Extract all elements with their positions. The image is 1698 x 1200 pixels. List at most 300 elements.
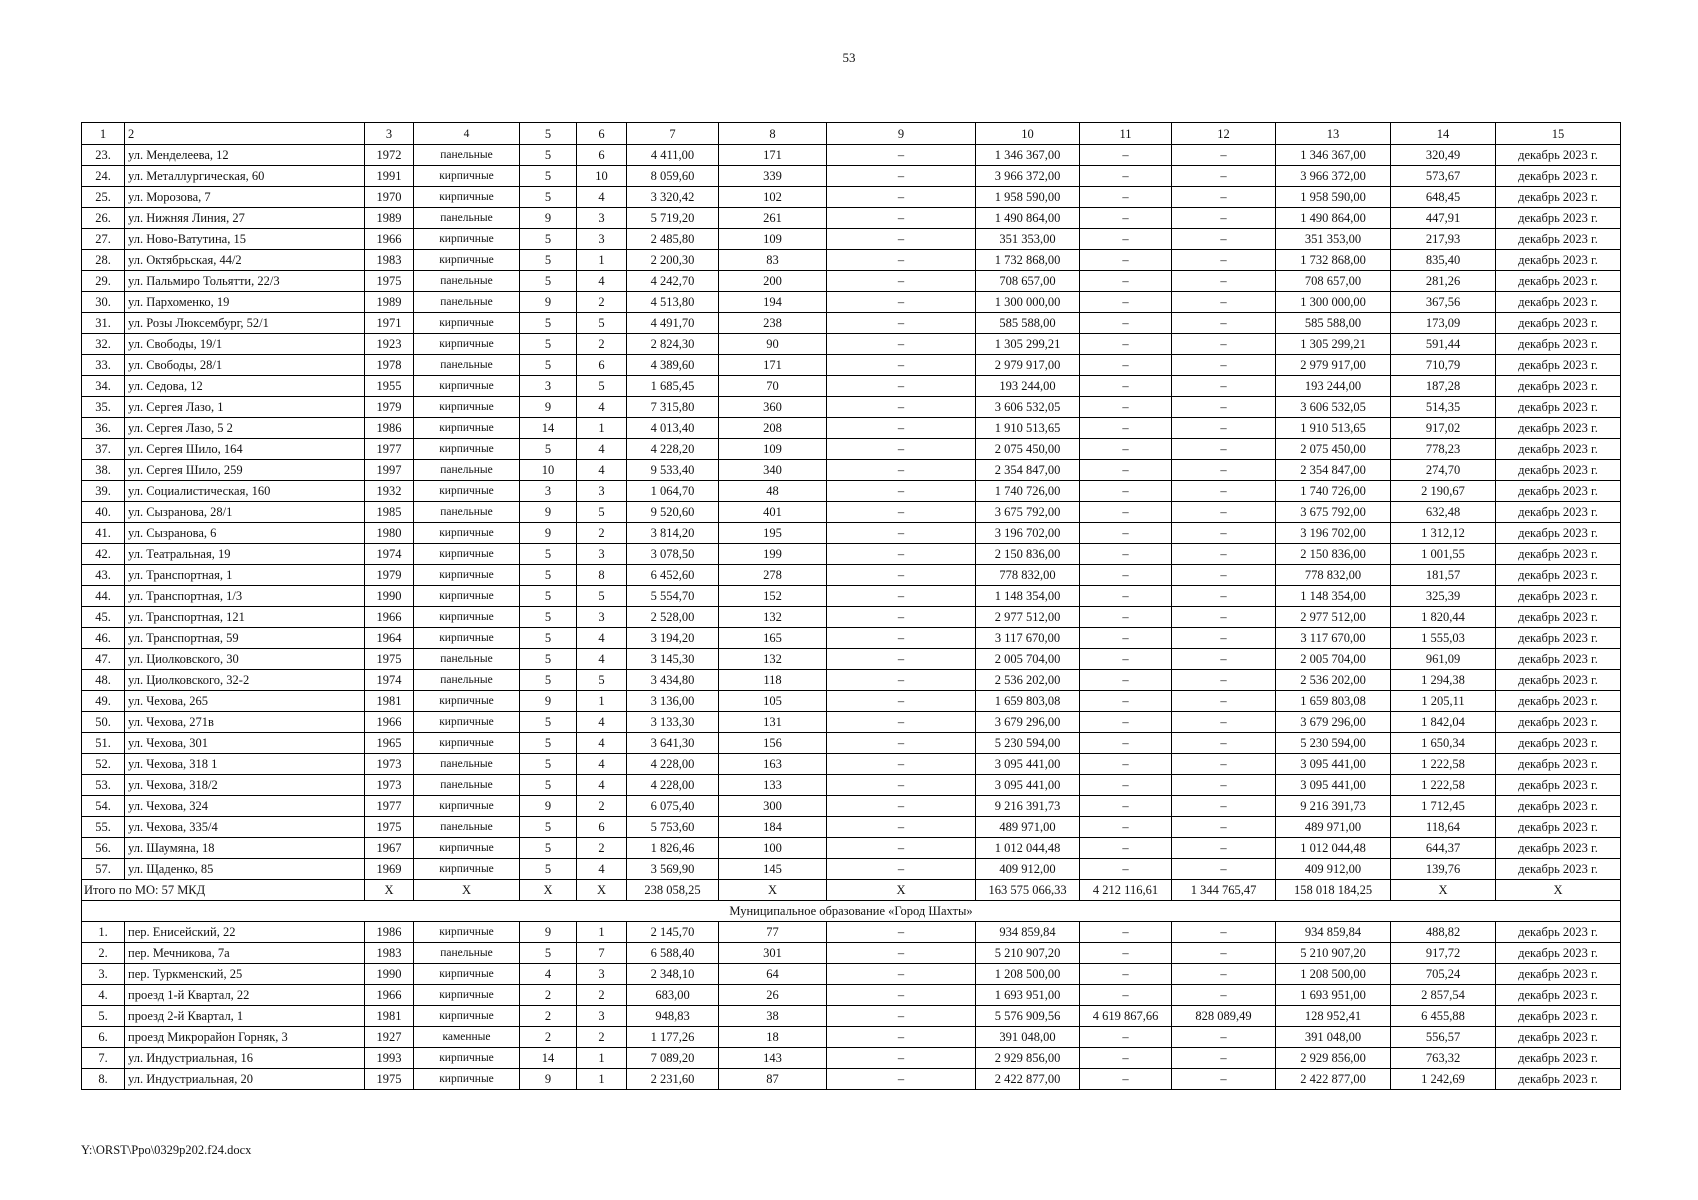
cell-residents: 102	[719, 187, 827, 208]
cell-year: 1977	[365, 439, 414, 460]
cell-wall-material: кирпичные	[414, 166, 520, 187]
cell-col-9: –	[827, 187, 976, 208]
cell-area: 7 315,80	[627, 397, 719, 418]
section-title: Муниципальное образование «Город Шахты»	[82, 901, 1621, 922]
cell-floors: 9	[520, 922, 577, 943]
cell-col-9: –	[827, 754, 976, 775]
cell-area: 6 452,60	[627, 565, 719, 586]
cell-cost-per-m2: 447,91	[1391, 208, 1496, 229]
cell-entrances: 1	[577, 1069, 627, 1090]
cell-residents: 165	[719, 628, 827, 649]
cell-wall-material: панельные	[414, 670, 520, 691]
cell-num: 48.	[82, 670, 125, 691]
cell-wall-material: кирпичные	[414, 439, 520, 460]
cell-cost-per-m2: 2 190,67	[1391, 481, 1496, 502]
table-row	[82, 649, 1621, 670]
cell-area: 4 513,80	[627, 292, 719, 313]
cell-residents: 339	[719, 166, 827, 187]
cell-cost-total: 3 117 670,00	[976, 628, 1080, 649]
cell-area: 4 013,40	[627, 418, 719, 439]
cell-num: 1	[82, 123, 125, 145]
cell-area: 4 389,60	[627, 355, 719, 376]
cell-address: ул. Свободы, 19/1	[125, 334, 365, 355]
cell-col-12: –	[1172, 250, 1276, 271]
cell-cost-owners: 3 606 532,05	[1276, 397, 1391, 418]
cell-area: 2 145,70	[627, 922, 719, 943]
cell-wall-material: кирпичные	[414, 544, 520, 565]
table-row	[82, 712, 1621, 733]
cell-cost-owners: 2 979 917,00	[1276, 355, 1391, 376]
cell-num: 54.	[82, 796, 125, 817]
cell-num: 29.	[82, 271, 125, 292]
cell-entrances: 3	[577, 544, 627, 565]
cell-floors: 5	[520, 670, 577, 691]
table-row	[82, 775, 1621, 796]
cell-address: ул. Сергея Шило, 164	[125, 439, 365, 460]
cell-col-11: 4 619 867,66	[1080, 1006, 1172, 1027]
cell-address: ул. Транспортная, 59	[125, 628, 365, 649]
cell-year: 1993	[365, 1048, 414, 1069]
table-row	[82, 691, 1621, 712]
cell-col-11: –	[1080, 796, 1172, 817]
cell-wall-material: кирпичные	[414, 229, 520, 250]
cell-wall-material: панельные	[414, 292, 520, 313]
cell-col-9: –	[827, 145, 976, 166]
cell-address: 2	[125, 123, 365, 145]
cell-num: 35.	[82, 397, 125, 418]
cell-cost-owners: 778 832,00	[1276, 565, 1391, 586]
cell-cost-total: 778 832,00	[976, 565, 1080, 586]
cell-col-9: –	[827, 733, 976, 754]
cell-floors: 5	[520, 565, 577, 586]
cell-cost-per-m2: 181,57	[1391, 565, 1496, 586]
cell-col-9: –	[827, 502, 976, 523]
cell-col-11: –	[1080, 859, 1172, 880]
cell-residents: 171	[719, 355, 827, 376]
cell-residents: 105	[719, 691, 827, 712]
cell-deadline: декабрь 2023 г.	[1496, 1006, 1621, 1027]
cell-area: 3 434,80	[627, 670, 719, 691]
cell-num: 8.	[82, 1069, 125, 1090]
cell-deadline: декабрь 2023 г.	[1496, 166, 1621, 187]
cell-area: 6 588,40	[627, 943, 719, 964]
cell-cost-total: 1 693 951,00	[976, 985, 1080, 1006]
cell-col-9: –	[827, 544, 976, 565]
table-row	[82, 481, 1621, 502]
cell-wall-material: кирпичные	[414, 607, 520, 628]
cell-address: ул. Шаумяна, 18	[125, 838, 365, 859]
cell-col-12: –	[1172, 985, 1276, 1006]
cell-cost-total: 10	[976, 123, 1080, 145]
cell-year: 1979	[365, 397, 414, 418]
table-row	[82, 460, 1621, 481]
cell-wall-material: кирпичные	[414, 334, 520, 355]
cell-cost-per-m2: 187,28	[1391, 376, 1496, 397]
cell-deadline: декабрь 2023 г.	[1496, 943, 1621, 964]
total-label: Итого по МО: 57 МКД	[82, 880, 365, 901]
cell-col-9: –	[827, 334, 976, 355]
table-row	[82, 796, 1621, 817]
cell-col-12: –	[1172, 229, 1276, 250]
total-cell-wall-material: X	[414, 880, 520, 901]
cell-cost-owners: 2 536 202,00	[1276, 670, 1391, 691]
cell-residents: 77	[719, 922, 827, 943]
cell-num: 33.	[82, 355, 125, 376]
cell-col-11: –	[1080, 145, 1172, 166]
cell-area: 1 685,45	[627, 376, 719, 397]
cell-floors: 9	[520, 691, 577, 712]
cell-year: 1971	[365, 313, 414, 334]
cell-col-12: –	[1172, 313, 1276, 334]
cell-residents: 171	[719, 145, 827, 166]
cell-cost-per-m2: 274,70	[1391, 460, 1496, 481]
cell-year: 1986	[365, 922, 414, 943]
cell-num: 52.	[82, 754, 125, 775]
cell-col-11: –	[1080, 376, 1172, 397]
cell-cost-owners: 2 005 704,00	[1276, 649, 1391, 670]
cell-col-12: –	[1172, 460, 1276, 481]
cell-area: 6 075,40	[627, 796, 719, 817]
table-row	[82, 229, 1621, 250]
cell-year: 1989	[365, 292, 414, 313]
cell-num: 50.	[82, 712, 125, 733]
cell-entrances: 6	[577, 123, 627, 145]
cell-deadline: декабрь 2023 г.	[1496, 460, 1621, 481]
cell-entrances: 10	[577, 166, 627, 187]
cell-cost-per-m2: 632,48	[1391, 502, 1496, 523]
cell-cost-total: 391 048,00	[976, 1027, 1080, 1048]
cell-residents: 87	[719, 1069, 827, 1090]
cell-cost-owners: 1 659 803,08	[1276, 691, 1391, 712]
cell-cost-owners: 5 210 907,20	[1276, 943, 1391, 964]
cell-wall-material: панельные	[414, 817, 520, 838]
table-row	[82, 502, 1621, 523]
cell-cost-total: 3 606 532,05	[976, 397, 1080, 418]
cell-wall-material: кирпичные	[414, 313, 520, 334]
cell-num: 53.	[82, 775, 125, 796]
cell-col-11: –	[1080, 817, 1172, 838]
cell-cost-owners: 3 966 372,00	[1276, 166, 1391, 187]
cell-col-12: –	[1172, 418, 1276, 439]
cell-address: проезд 1-й Квартал, 22	[125, 985, 365, 1006]
cell-floors: 2	[520, 1006, 577, 1027]
cell-cost-owners: 391 048,00	[1276, 1027, 1391, 1048]
cell-col-9: –	[827, 439, 976, 460]
cell-cost-per-m2: 1 222,58	[1391, 775, 1496, 796]
cell-residents: 195	[719, 523, 827, 544]
housing-table	[81, 122, 1621, 1090]
cell-col-11: –	[1080, 229, 1172, 250]
table-row	[82, 733, 1621, 754]
cell-area: 3 641,30	[627, 733, 719, 754]
cell-cost-total: 3 679 296,00	[976, 712, 1080, 733]
cell-year: 1973	[365, 754, 414, 775]
cell-col-12: –	[1172, 334, 1276, 355]
cell-wall-material: 4	[414, 123, 520, 145]
cell-cost-per-m2: 917,72	[1391, 943, 1496, 964]
cell-address: ул. Чехова, 318/2	[125, 775, 365, 796]
cell-num: 31.	[82, 313, 125, 334]
cell-col-9: –	[827, 712, 976, 733]
cell-cost-per-m2: 778,23	[1391, 439, 1496, 460]
cell-col-11: –	[1080, 691, 1172, 712]
cell-cost-owners: 489 971,00	[1276, 817, 1391, 838]
cell-area: 683,00	[627, 985, 719, 1006]
cell-address: ул. Циолковского, 30	[125, 649, 365, 670]
cell-num: 28.	[82, 250, 125, 271]
cell-year: 1997	[365, 460, 414, 481]
cell-year: 1965	[365, 733, 414, 754]
cell-col-9: –	[827, 376, 976, 397]
cell-floors: 9	[520, 397, 577, 418]
cell-entrances: 4	[577, 712, 627, 733]
cell-entrances: 6	[577, 145, 627, 166]
table-row	[82, 922, 1621, 943]
cell-year: 1955	[365, 376, 414, 397]
cell-address: ул. Чехова, 324	[125, 796, 365, 817]
cell-col-9: –	[827, 208, 976, 229]
cell-floors: 9	[520, 292, 577, 313]
cell-col-9: –	[827, 229, 976, 250]
cell-col-12: –	[1172, 292, 1276, 313]
table-row	[82, 145, 1621, 166]
cell-cost-total: 3 675 792,00	[976, 502, 1080, 523]
cell-col-11: –	[1080, 355, 1172, 376]
cell-entrances: 4	[577, 775, 627, 796]
table-row	[82, 586, 1621, 607]
cell-area: 4 228,00	[627, 754, 719, 775]
cell-entrances: 4	[577, 733, 627, 754]
cell-col-11: –	[1080, 628, 1172, 649]
cell-col-11: –	[1080, 733, 1172, 754]
cell-floors: 5	[520, 607, 577, 628]
cell-cost-per-m2: 14	[1391, 123, 1496, 145]
total-cell-col-11: 4 212 116,61	[1080, 880, 1172, 901]
cell-cost-per-m2: 325,39	[1391, 586, 1496, 607]
cell-wall-material: кирпичные	[414, 838, 520, 859]
cell-cost-total: 1 490 864,00	[976, 208, 1080, 229]
cell-area: 1 826,46	[627, 838, 719, 859]
cell-wall-material: каменные	[414, 1027, 520, 1048]
cell-deadline: декабрь 2023 г.	[1496, 859, 1621, 880]
cell-entrances: 2	[577, 838, 627, 859]
cell-address: ул. Щаденко, 85	[125, 859, 365, 880]
cell-cost-total: 1 208 500,00	[976, 964, 1080, 985]
table-row	[82, 250, 1621, 271]
cell-entrances: 3	[577, 229, 627, 250]
cell-num: 42.	[82, 544, 125, 565]
cell-entrances: 3	[577, 208, 627, 229]
cell-cost-total: 1 910 513,65	[976, 418, 1080, 439]
cell-num: 47.	[82, 649, 125, 670]
cell-wall-material: кирпичные	[414, 481, 520, 502]
cell-cost-total: 2 354 847,00	[976, 460, 1080, 481]
cell-year: 1979	[365, 565, 414, 586]
cell-residents: 8	[719, 123, 827, 145]
cell-cost-owners: 934 859,84	[1276, 922, 1391, 943]
cell-entrances: 1	[577, 418, 627, 439]
cell-num: 49.	[82, 691, 125, 712]
cell-floors: 5	[520, 145, 577, 166]
cell-floors: 2	[520, 1027, 577, 1048]
cell-col-9: –	[827, 1006, 976, 1027]
cell-col-11: –	[1080, 838, 1172, 859]
cell-floors: 9	[520, 796, 577, 817]
cell-deadline: декабрь 2023 г.	[1496, 607, 1621, 628]
cell-floors: 9	[520, 1069, 577, 1090]
cell-col-12: 12	[1172, 123, 1276, 145]
cell-cost-total: 489 971,00	[976, 817, 1080, 838]
cell-address: пер. Енисейский, 22	[125, 922, 365, 943]
cell-year: 1975	[365, 649, 414, 670]
cell-entrances: 6	[577, 355, 627, 376]
cell-wall-material: кирпичные	[414, 796, 520, 817]
cell-col-9: –	[827, 922, 976, 943]
cell-cost-total: 1 305 299,21	[976, 334, 1080, 355]
cell-col-9: –	[827, 460, 976, 481]
cell-address: пер. Туркменский, 25	[125, 964, 365, 985]
cell-num: 7.	[82, 1048, 125, 1069]
cell-address: ул. Октябрьская, 44/2	[125, 250, 365, 271]
cell-year: 1966	[365, 985, 414, 1006]
cell-area: 4 242,70	[627, 271, 719, 292]
cell-entrances: 4	[577, 439, 627, 460]
cell-address: ул. Чехова, 265	[125, 691, 365, 712]
cell-wall-material: кирпичные	[414, 859, 520, 880]
cell-residents: 401	[719, 502, 827, 523]
cell-num: 37.	[82, 439, 125, 460]
cell-cost-total: 1 659 803,08	[976, 691, 1080, 712]
cell-area: 1 177,26	[627, 1027, 719, 1048]
cell-cost-total: 3 196 702,00	[976, 523, 1080, 544]
cell-floors: 3	[520, 376, 577, 397]
cell-col-11: –	[1080, 670, 1172, 691]
cell-col-9: –	[827, 271, 976, 292]
cell-cost-total: 2 005 704,00	[976, 649, 1080, 670]
cell-col-11: –	[1080, 712, 1172, 733]
cell-num: 38.	[82, 460, 125, 481]
cell-col-9: –	[827, 313, 976, 334]
cell-address: ул. Транспортная, 121	[125, 607, 365, 628]
cell-entrances: 5	[577, 502, 627, 523]
cell-num: 51.	[82, 733, 125, 754]
cell-address: ул. Социалистическая, 160	[125, 481, 365, 502]
table-row	[82, 817, 1621, 838]
cell-wall-material: кирпичные	[414, 187, 520, 208]
cell-residents: 132	[719, 607, 827, 628]
cell-entrances: 4	[577, 271, 627, 292]
cell-col-9: –	[827, 964, 976, 985]
cell-num: 40.	[82, 502, 125, 523]
cell-num: 55.	[82, 817, 125, 838]
cell-col-11: –	[1080, 565, 1172, 586]
cell-cost-total: 2 977 512,00	[976, 607, 1080, 628]
cell-address: ул. Транспортная, 1/3	[125, 586, 365, 607]
cell-wall-material: кирпичные	[414, 628, 520, 649]
table-row	[82, 985, 1621, 1006]
cell-cost-per-m2: 1 712,45	[1391, 796, 1496, 817]
cell-cost-owners: 2 977 512,00	[1276, 607, 1391, 628]
cell-floors: 5	[520, 166, 577, 187]
cell-cost-total: 934 859,84	[976, 922, 1080, 943]
cell-address: ул. Чехова, 335/4	[125, 817, 365, 838]
cell-cost-owners: 3 679 296,00	[1276, 712, 1391, 733]
cell-year: 1990	[365, 964, 414, 985]
cell-col-9: –	[827, 1048, 976, 1069]
cell-floors: 5	[520, 313, 577, 334]
cell-deadline: декабрь 2023 г.	[1496, 817, 1621, 838]
cell-cost-per-m2: 573,67	[1391, 166, 1496, 187]
cell-residents: 360	[719, 397, 827, 418]
cell-num: 57.	[82, 859, 125, 880]
cell-num: 39.	[82, 481, 125, 502]
cell-col-12: 828 089,49	[1172, 1006, 1276, 1027]
cell-col-11: –	[1080, 1069, 1172, 1090]
cell-year: 1975	[365, 1069, 414, 1090]
cell-num: 6.	[82, 1027, 125, 1048]
cell-year: 1983	[365, 943, 414, 964]
cell-cost-owners: 2 354 847,00	[1276, 460, 1391, 481]
table-row	[82, 523, 1621, 544]
cell-year: 1967	[365, 838, 414, 859]
table-body	[82, 123, 1621, 1090]
cell-wall-material: кирпичные	[414, 523, 520, 544]
cell-cost-total: 2 150 836,00	[976, 544, 1080, 565]
cell-floors: 2	[520, 985, 577, 1006]
cell-cost-per-m2: 139,76	[1391, 859, 1496, 880]
cell-residents: 109	[719, 439, 827, 460]
column-number-row	[82, 123, 1621, 145]
cell-year: 1966	[365, 607, 414, 628]
cell-floors: 5	[520, 733, 577, 754]
cell-address: ул. Индустриальная, 16	[125, 1048, 365, 1069]
cell-col-12: –	[1172, 628, 1276, 649]
cell-floors: 5	[520, 271, 577, 292]
cell-area: 2 200,30	[627, 250, 719, 271]
cell-cost-per-m2: 1 222,58	[1391, 754, 1496, 775]
cell-wall-material: кирпичные	[414, 922, 520, 943]
cell-cost-total: 2 536 202,00	[976, 670, 1080, 691]
cell-deadline: декабрь 2023 г.	[1496, 187, 1621, 208]
cell-deadline: декабрь 2023 г.	[1496, 523, 1621, 544]
cell-deadline: декабрь 2023 г.	[1496, 418, 1621, 439]
cell-cost-per-m2: 1 312,12	[1391, 523, 1496, 544]
cell-col-9: –	[827, 523, 976, 544]
cell-wall-material: панельные	[414, 355, 520, 376]
cell-area: 4 491,70	[627, 313, 719, 334]
cell-cost-owners: 193 244,00	[1276, 376, 1391, 397]
cell-floors: 4	[520, 964, 577, 985]
cell-year: 1981	[365, 691, 414, 712]
cell-cost-per-m2: 591,44	[1391, 334, 1496, 355]
cell-floors: 5	[520, 355, 577, 376]
cell-col-11: –	[1080, 586, 1172, 607]
table-row	[82, 964, 1621, 985]
cell-entrances: 3	[577, 607, 627, 628]
cell-residents: 152	[719, 586, 827, 607]
cell-year: 1923	[365, 334, 414, 355]
cell-area: 948,83	[627, 1006, 719, 1027]
cell-col-12: –	[1172, 586, 1276, 607]
cell-residents: 238	[719, 313, 827, 334]
cell-residents: 100	[719, 838, 827, 859]
cell-entrances: 4	[577, 859, 627, 880]
cell-col-12: –	[1172, 607, 1276, 628]
cell-floors: 5	[520, 838, 577, 859]
cell-col-9: –	[827, 607, 976, 628]
cell-col-12: –	[1172, 166, 1276, 187]
cell-col-11: –	[1080, 397, 1172, 418]
